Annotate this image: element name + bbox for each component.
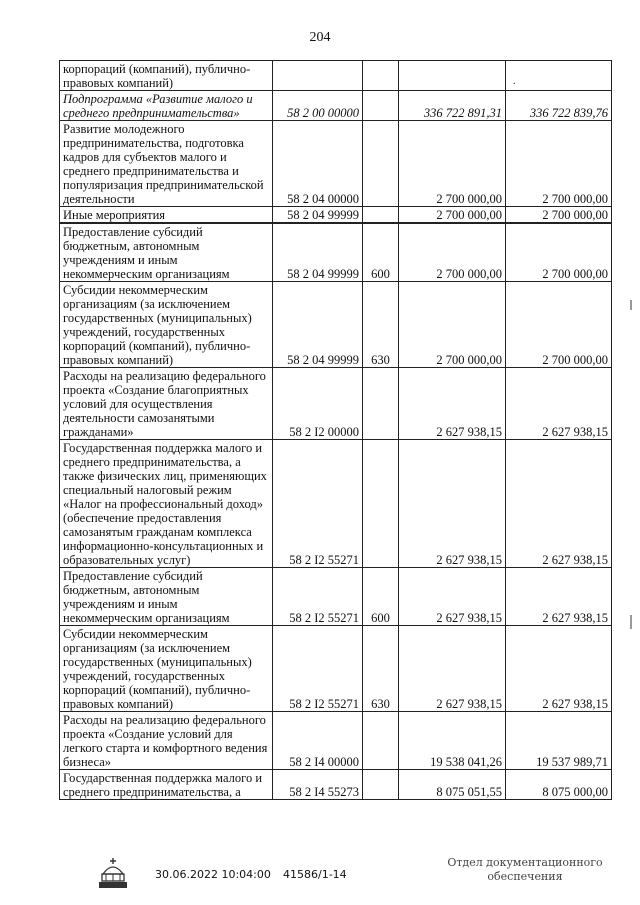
row-name-cell: Расходы на реализацию федерального проекта «Создание благоприятных условий для осуществления деятельности самозанятыми гражданами» (60, 368, 273, 440)
row-code-cell: 58 2 04 00000 (273, 121, 363, 207)
row-vr-cell: 630 (363, 282, 399, 368)
row-amount2-cell: 2 700 000,00 (506, 282, 612, 368)
row-vr-cell: 600 (363, 568, 399, 626)
table-row (60, 282, 612, 368)
row-amount2-cell: 2 700 000,00 (506, 207, 612, 224)
row-amount1-cell: 8 075 051,55 (399, 770, 506, 800)
row-name-cell: Предоставление субсидий бюджетным, автономным учреждениям и иным некоммерческим организациям (60, 568, 273, 626)
row-amount1-cell: 2 627 938,15 (399, 368, 506, 440)
row-amount2-cell: 336 722 839,76 (506, 91, 612, 121)
row-name-cell: Подпрограмма «Развитие малого и среднего предпринимательства» (60, 91, 273, 121)
table-row (60, 207, 612, 224)
row-amount2-cell: 2 627 938,15 (506, 368, 612, 440)
row-amount2-cell: 8 075 000,00 (506, 770, 612, 800)
row-code-cell: 58 2 00 00000 (273, 91, 363, 121)
row-code-cell: 58 2 04 99999 (273, 207, 363, 224)
row-amount2-cell: 2 627 938,15 (506, 568, 612, 626)
row-vr-cell (363, 770, 399, 800)
scan-mark (630, 300, 632, 310)
row-amount1-cell (399, 61, 506, 91)
table-row (60, 626, 612, 712)
table-row (60, 368, 612, 440)
page-number: 204 (309, 30, 331, 45)
row-vr-cell: 630 (363, 626, 399, 712)
row-vr-cell (363, 712, 399, 770)
row-code-cell: 58 2 I4 55273 (273, 770, 363, 800)
row-name-cell: Государственная поддержка малого и среднего предпринимательства, а (60, 770, 273, 800)
row-amount2-cell: 19 537 989,71 (506, 712, 612, 770)
row-code-cell: 58 2 04 99999 (273, 223, 363, 282)
row-amount1-cell: 336 722 891,31 (399, 91, 506, 121)
footer-doc-number: 41586/1-14 (283, 868, 347, 881)
footer-dept-line2: обеспечения (487, 870, 563, 883)
scan-mark (630, 615, 632, 629)
footer-dept-line1: Отдел документационного (447, 856, 603, 869)
row-code-cell: 58 2 I4 00000 (273, 712, 363, 770)
row-amount2-cell: 2 627 938,15 (506, 626, 612, 712)
row-name-cell: корпораций (компаний), публично-правовых компаний) (60, 61, 273, 91)
row-amount1-cell: 2 700 000,00 (399, 121, 506, 207)
footer-datetime: 30.06.2022 10:04:00 (155, 868, 271, 881)
row-vr-cell (363, 207, 399, 224)
table-row (60, 440, 612, 568)
budget-table (59, 60, 612, 800)
table-row (60, 121, 612, 207)
table-row (60, 223, 612, 282)
row-amount1-cell: 19 538 041,26 (399, 712, 506, 770)
row-vr-cell (363, 121, 399, 207)
row-name-cell: Предоставление субсидий бюджетным, автономным учреждениям и иным некоммерческим организациям (60, 223, 273, 282)
row-vr-cell: 600 (363, 223, 399, 282)
row-amount1-cell: 2 627 938,15 (399, 440, 506, 568)
row-code-cell: 58 2 I2 55271 (273, 440, 363, 568)
row-name-cell: Иные мероприятия (60, 207, 273, 224)
row-code-cell (273, 61, 363, 91)
table-row (60, 568, 612, 626)
emblem-icon (95, 856, 131, 890)
footer (0, 856, 640, 896)
table-row (60, 61, 612, 91)
row-name-cell: Развитие молодежного предпринимательства, подготовка кадров для субъектов малого и среднего предпринимательства и популяризация предпринимательской деятельности (60, 121, 273, 207)
row-amount2-cell: 2 627 938,15 (506, 440, 612, 568)
row-amount1-cell: 2 700 000,00 (399, 282, 506, 368)
row-amount1-cell: 2 700 000,00 (399, 223, 506, 282)
table-row (60, 712, 612, 770)
row-amount2-cell (506, 61, 612, 91)
row-name-cell: Субсидии некоммерческим организациям (за исключением государственных (муниципальных) учреждений, государственных корпораций (компаний), публично-правовых компаний) (60, 626, 273, 712)
row-amount2-cell: 2 700 000,00 (506, 223, 612, 282)
row-code-cell: 58 2 04 99999 (273, 282, 363, 368)
row-amount1-cell: 2 627 938,15 (399, 568, 506, 626)
row-code-cell: 58 2 I2 55271 (273, 626, 363, 712)
table-row (60, 91, 612, 121)
row-amount2-cell: 2 700 000,00 (506, 121, 612, 207)
row-vr-cell (363, 440, 399, 568)
table-row (60, 770, 612, 800)
row-name-cell: Государственная поддержка малого и среднего предпринимательства, а также физических лиц, применяющих специальный налоговый режим «Налог на профессиональный доход» (обеспечение предоставления самозанятым гражданам комплекса информационно-консультационных и образовательных услуг) (60, 440, 273, 568)
scan-dot: . (513, 76, 516, 87)
row-vr-cell (363, 91, 399, 121)
row-vr-cell (363, 368, 399, 440)
footer-department-stamp (440, 856, 610, 884)
row-code-cell: 58 2 I2 00000 (273, 368, 363, 440)
row-name-cell: Расходы на реализацию федерального проекта «Создание условий для легкого старта и комфортного ведения бизнеса» (60, 712, 273, 770)
row-name-cell: Субсидии некоммерческим организациям (за исключением государственных (муниципальных) учреждений, государственных корпораций (компаний), публично-правовых компаний) (60, 282, 273, 368)
row-amount1-cell: 2 700 000,00 (399, 207, 506, 224)
row-amount1-cell: 2 627 938,15 (399, 626, 506, 712)
row-vr-cell (363, 61, 399, 91)
row-code-cell: 58 2 I2 55271 (273, 568, 363, 626)
